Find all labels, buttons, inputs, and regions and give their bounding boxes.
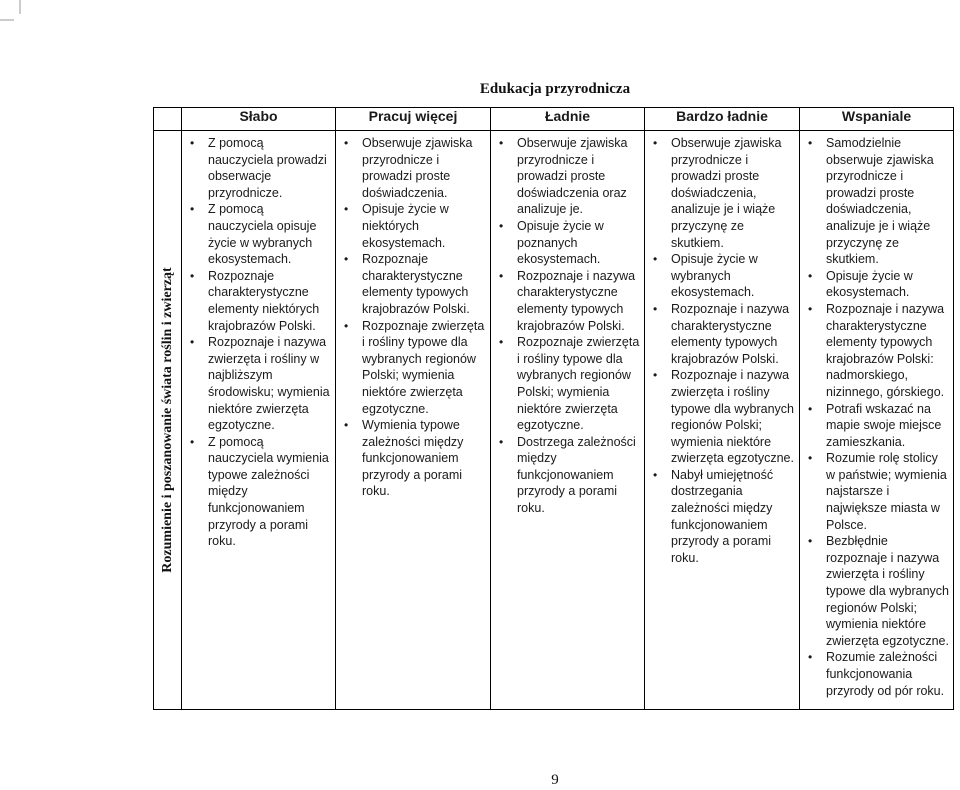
row-label: Rozumienie i poszanowanie świata roślin i zwierząt xyxy=(159,267,175,573)
header-bardzo-ladnie: Bardzo ładnie xyxy=(645,108,800,131)
cell-pracuj-wiecej xyxy=(336,131,491,710)
header-pracuj-wiecej: Pracuj więcej xyxy=(336,108,491,131)
criterion-item: • Obserwuje zjawiska przyrodnicze i prowadzi proste doświadczenia. xyxy=(336,135,486,201)
criterion-item: • Samodzielnie obserwuje zjawiska przyrodnicze i prowadzi proste doświadczenia, analizuje je i wiąże przyczynę ze skutkiem. xyxy=(800,135,949,268)
header-row xyxy=(154,108,954,131)
criterion-item: • Bezbłędnie rozpoznaje i nazywa zwierzęta i rośliny typowe dla wybranych regionów Polski; wymienia niektóre zwierzęta egzotyczne. xyxy=(800,533,949,649)
criteria-list xyxy=(336,135,486,500)
criterion-item: • Rozpoznaje i nazywa charakterystyczne elementy typowych krajobrazów Polski. xyxy=(645,301,795,367)
row-label-cell xyxy=(154,131,182,710)
criterion-item: • Opisuje życie w wybranych ekosystemach. xyxy=(645,251,795,301)
header-corner xyxy=(154,108,182,131)
criterion-item: • Rozumie zależności funkcjonowania przyrody od pór roku. xyxy=(800,649,949,699)
criterion-item: • Nabył umiejętność dostrzegania zależności między funkcjonowaniem przyrody a porami roku. xyxy=(645,467,795,567)
criterion-item: • Z pomocą nauczyciela prowadzi obserwacje przyrodnicze. xyxy=(182,135,331,201)
criterion-item: • Wymienia typowe zależności między funkcjonowaniem przyrody a porami roku. xyxy=(336,417,486,500)
cell-slabo xyxy=(182,131,336,710)
criterion-item: • Obserwuje zjawiska przyrodnicze i prowadzi proste doświadczenia oraz analizuje je. xyxy=(491,135,640,218)
page-number: 9 xyxy=(551,772,559,788)
criteria-list xyxy=(182,135,331,550)
criterion-item: • Rozumie rolę stolicy w państwie; wymienia najstarsze i największe miasta w Polsce. xyxy=(800,450,949,533)
criterion-item: • Opisuje życie w niektórych ekosystemach. xyxy=(336,201,486,251)
page-title: Edukacja przyrodnicza xyxy=(479,81,631,97)
criterion-item: • Dostrzega zależności między funkcjonowaniem przyrody a porami roku. xyxy=(491,434,640,517)
criterion-item: • Z pomocą nauczyciela opisuje życie w wybranych ekosystemach. xyxy=(182,201,331,267)
criterion-item: • Rozpoznaje charakterystyczne elementy niektórych krajobrazów Polski. xyxy=(182,268,331,334)
criteria-list xyxy=(800,135,949,699)
criterion-item: • Opisuje życie w ekosystemach. xyxy=(800,268,949,301)
criterion-item: • Rozpoznaje i nazywa charakterystyczne elementy typowych krajobrazów Polski. xyxy=(491,268,640,334)
header-ladnie: Ładnie xyxy=(491,108,645,131)
criteria-list xyxy=(491,135,640,517)
criterion-item: • Rozpoznaje i nazywa zwierzęta i rośliny w najbliższym środowisku; wymienia niektóre zwierzęta egzotyczne. xyxy=(182,334,331,434)
header-slabo: Słabo xyxy=(182,108,336,131)
criterion-item: • Rozpoznaje i nazywa charakterystyczne elementy typowych krajobrazów Polski: nadmorskiego, nizinnego, górskiego. xyxy=(800,301,949,401)
table-row xyxy=(154,131,954,710)
criterion-item: • Rozpoznaje i nazywa zwierzęta i rośliny typowe dla wybranych regionów Polski; wymienia niektóre zwierzęta egzotyczne. xyxy=(645,367,795,467)
criterion-item: • Rozpoznaje zwierzęta i rośliny typowe dla wybranych regionów Polski; wymienia niektóre zwierzęta egzotyczne. xyxy=(336,318,486,418)
corner-crop-mark xyxy=(0,0,24,24)
criterion-item: • Rozpoznaje zwierzęta i rośliny typowe dla wybranych regionów Polski; wymienia niektóre zwierzęta egzotyczne. xyxy=(491,334,640,434)
criterion-item: • Rozpoznaje charakterystyczne elementy typowych krajobrazów Polski. xyxy=(336,251,486,317)
cell-bardzo-ladnie xyxy=(645,131,800,710)
criterion-item: • Obserwuje zjawiska przyrodnicze i prowadzi proste doświadczenia, analizuje je i wiąże przyczynę ze skutkiem. xyxy=(645,135,795,251)
cell-ladnie xyxy=(491,131,645,710)
criterion-item: • Potrafi wskazać na mapie swoje miejsce zamieszkania. xyxy=(800,401,949,451)
criterion-item: • Z pomocą nauczyciela wymienia typowe zależności między funkcjonowaniem przyrody a porami roku. xyxy=(182,434,331,550)
cell-wspaniale xyxy=(800,131,954,710)
assessment-table xyxy=(153,107,954,710)
header-wspaniale: Wspaniale xyxy=(800,108,954,131)
criteria-list xyxy=(645,135,795,566)
criterion-item: • Opisuje życie w poznanych ekosystemach. xyxy=(491,218,640,268)
